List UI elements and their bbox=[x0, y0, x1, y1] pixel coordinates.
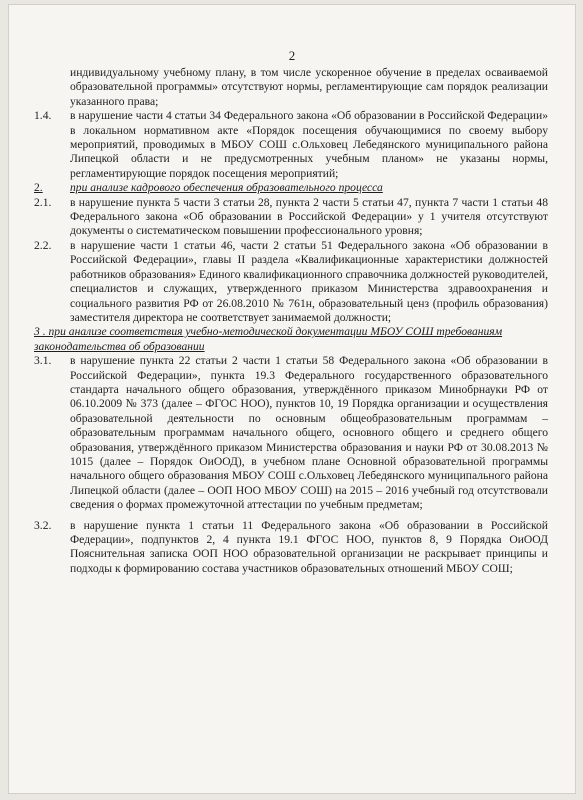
section-title: при анализе соответствия учебно-методической документации МБОУ СОШ требованиям законодательства об образовании bbox=[34, 325, 503, 353]
item-text: в нарушение части 1 статьи 46, части 2 статьи 51 Федерального закона «Об образовании в Российской Федерации», главы II раздела «Квалификационные характеристики должностей работников образования» Единого квалификационного справочника должностей руководителей, специалистов и служащих, утвержденного приказом Министерства здравоохранения и социального развития РФ от 26.08.2010 № 761н, образовательный ценз (профиль образования) заместителя директора не соответствует занимаемой должности; bbox=[70, 238, 548, 324]
section-number: 3 . bbox=[34, 325, 46, 339]
item-text: в нарушение пункта 5 части 3 статьи 28, пункта 2 части 5 статьи 47, пункта 7 части 1 статьи 48 Федерального закона «Об образовании в Российской Федерации» у 1 учителя отсутствуют документы о систематическом повышении профессионального уровня; bbox=[70, 195, 548, 238]
item-text: в нарушение части 4 статьи 34 Федерального закона «Об образовании в Российской Федерации» в локальном нормативном акте «Порядок посещения обучающимися по своему выбору мероприятий, проводимых в МБОУ СОШ с.Ольховец Лебедянского муниципального района Липецкой области и не предусмотренных учебным планом» не указаны нормы, регламентирующие порядок посещения мероприятий; bbox=[70, 109, 548, 180]
item-3-1 bbox=[34, 354, 548, 512]
item-text: в нарушение пункта 1 статьи 11 Федерального закона «Об образовании в Российской Федерации», подпунктов 2, 4 пункта 19.1 ФГОС НОО, пунктов 8, 9 Порядка ОиООД Пояснительная записка ООП НОО образовательной организации не раскрывает принципы и подходы к формированию состава участников образовательных отношений МБОУ СОШ; bbox=[70, 518, 548, 575]
document-body bbox=[34, 66, 548, 576]
item-number: 3.2. bbox=[34, 518, 52, 532]
document-page bbox=[8, 4, 576, 794]
item-3-2 bbox=[34, 519, 548, 577]
item-2-1 bbox=[34, 196, 548, 239]
section-number: 2. bbox=[34, 181, 43, 195]
item-number: 2.2. bbox=[34, 238, 52, 252]
section-title: при анализе кадрового обеспечения образовательного процесса bbox=[70, 181, 383, 195]
item-1-4 bbox=[34, 109, 548, 181]
item-number: 1.4. bbox=[34, 109, 52, 123]
section-3-heading bbox=[34, 325, 548, 354]
section-2-heading bbox=[34, 181, 548, 195]
item-number: 2.1. bbox=[34, 195, 52, 209]
item-text: в нарушение пункта 22 статьи 2 части 1 статьи 58 Федерального закона «Об образовании в Российской Федерации», пункта 19.3 Федерального государственного образовательного стандарта начального общего образования, утверждённого приказом Минобрнауки РФ от 06.10.2009 № 373 (далее – ФГОС НОО), пунктов 10, 19 Порядка организации и осуществления образовательной деятельности по основным общеобразовательным программам – образовательным программам начального общего, основного общего и среднего общего образования, утверждённого приказом Министерства образования и науки РФ от 30.08.2013 № 1015 (далее – Порядок ОиООД), в учебном плане Основной образовательной программы начального общего образования МБОУ СОШ с.Ольховец Лебедянского муниципального района Липецкой области (далее – ООП НОО МБОУ СОШ) на 2015 – 2016 учебный год отсутствовали сведения о формах промежуточной аттестации по учебным предметам; bbox=[70, 354, 548, 512]
item-2-2 bbox=[34, 239, 548, 325]
item-number: 3.1. bbox=[34, 354, 52, 368]
continued-paragraph: индивидуальному учебному плану, в том числе ускоренное обучение в пределах осваиваемой образовательной программы» отсутствуют нормы, регламентирующие сам порядок реализации указанного права; bbox=[70, 66, 548, 108]
page-number: 2 bbox=[288, 48, 296, 63]
